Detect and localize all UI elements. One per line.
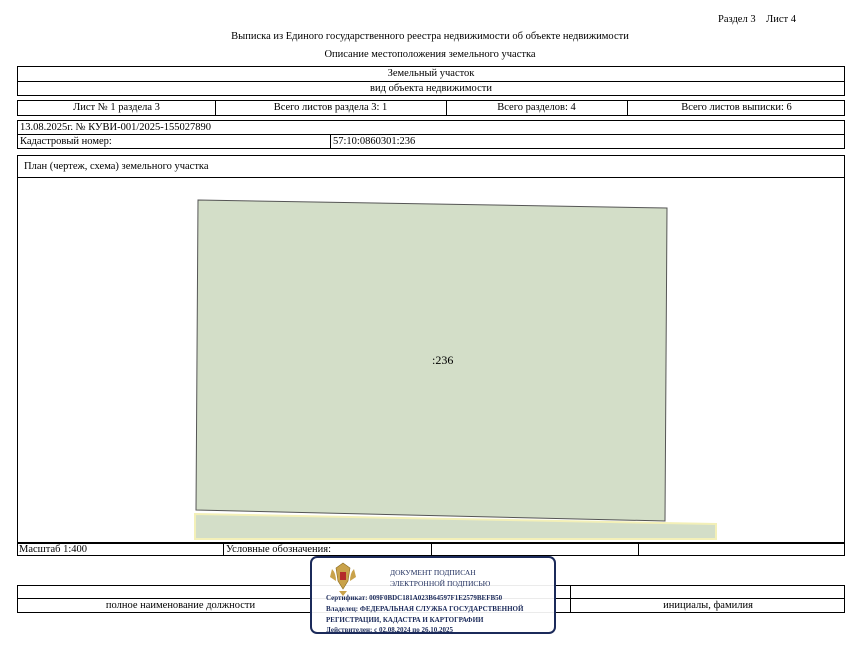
scale-label: Масштаб 1:400 [19, 544, 88, 555]
total-sheets-extract: Всего листов выписки: 6 [681, 102, 792, 113]
document-subtitle: Описание местоположения земельного участка [324, 49, 536, 60]
stamp-owner1: Владелец: ФЕДЕРАЛЬНАЯ СЛУЖБА ГОСУДАРСТВЕННОЙ [326, 605, 524, 613]
stamp-certificate: Сертификат: 009F0BDC181A023B64597F1E2579BEFB50 [326, 594, 503, 602]
stamp-line1: ДОКУМЕНТ ПОДПИСАН [390, 568, 476, 577]
scale-divider [638, 544, 639, 555]
stamp-valid: Действителен: с 02.08.2024 по 26.10.2025 [326, 626, 453, 634]
e-signature-stamp [310, 556, 556, 634]
cadastral-label: Кадастровый номер: [20, 136, 112, 147]
date-number: 13.08.2025г. № КУВИ-001/2025-155027890 [20, 122, 211, 133]
emblem-icon [326, 559, 360, 599]
object-type-label: вид объекта недвижимости [370, 83, 492, 94]
plan-label: План (чертеж, схема) земельного участка [24, 161, 209, 172]
object-type-value: Земельный участок [387, 68, 475, 79]
total-sheets-section: Всего листов раздела 3: 1 [273, 102, 388, 113]
parcel-label: :236 [432, 353, 454, 367]
legend-label: Условные обозначения: [226, 544, 332, 555]
stamp-owner2: РЕГИСТРАЦИИ, КАДАСТРА И КАРТОГРАФИИ [326, 616, 484, 624]
signature-divider [570, 586, 571, 598]
total-sections: Всего разделов: 4 [497, 102, 576, 113]
scale-divider [223, 544, 224, 555]
scale-row [17, 543, 845, 556]
name-label: инициалы, фамилия [663, 600, 753, 611]
cadastral-value: 57:10:0860301:236 [333, 136, 416, 147]
scale-divider [431, 544, 432, 555]
sheet-number: Лист № 1 раздела 3 [73, 102, 160, 113]
stamp-line2: ЭЛЕКТРОННОЙ ПОДПИСЬЮ [390, 579, 491, 588]
section-sheet-label: Раздел 3 Лист 4 [718, 14, 796, 25]
document-title: Выписка из Единого государственного реестра недвижимости об объекте недвижимости [231, 31, 629, 42]
position-label: полное наименование должности [105, 600, 256, 611]
